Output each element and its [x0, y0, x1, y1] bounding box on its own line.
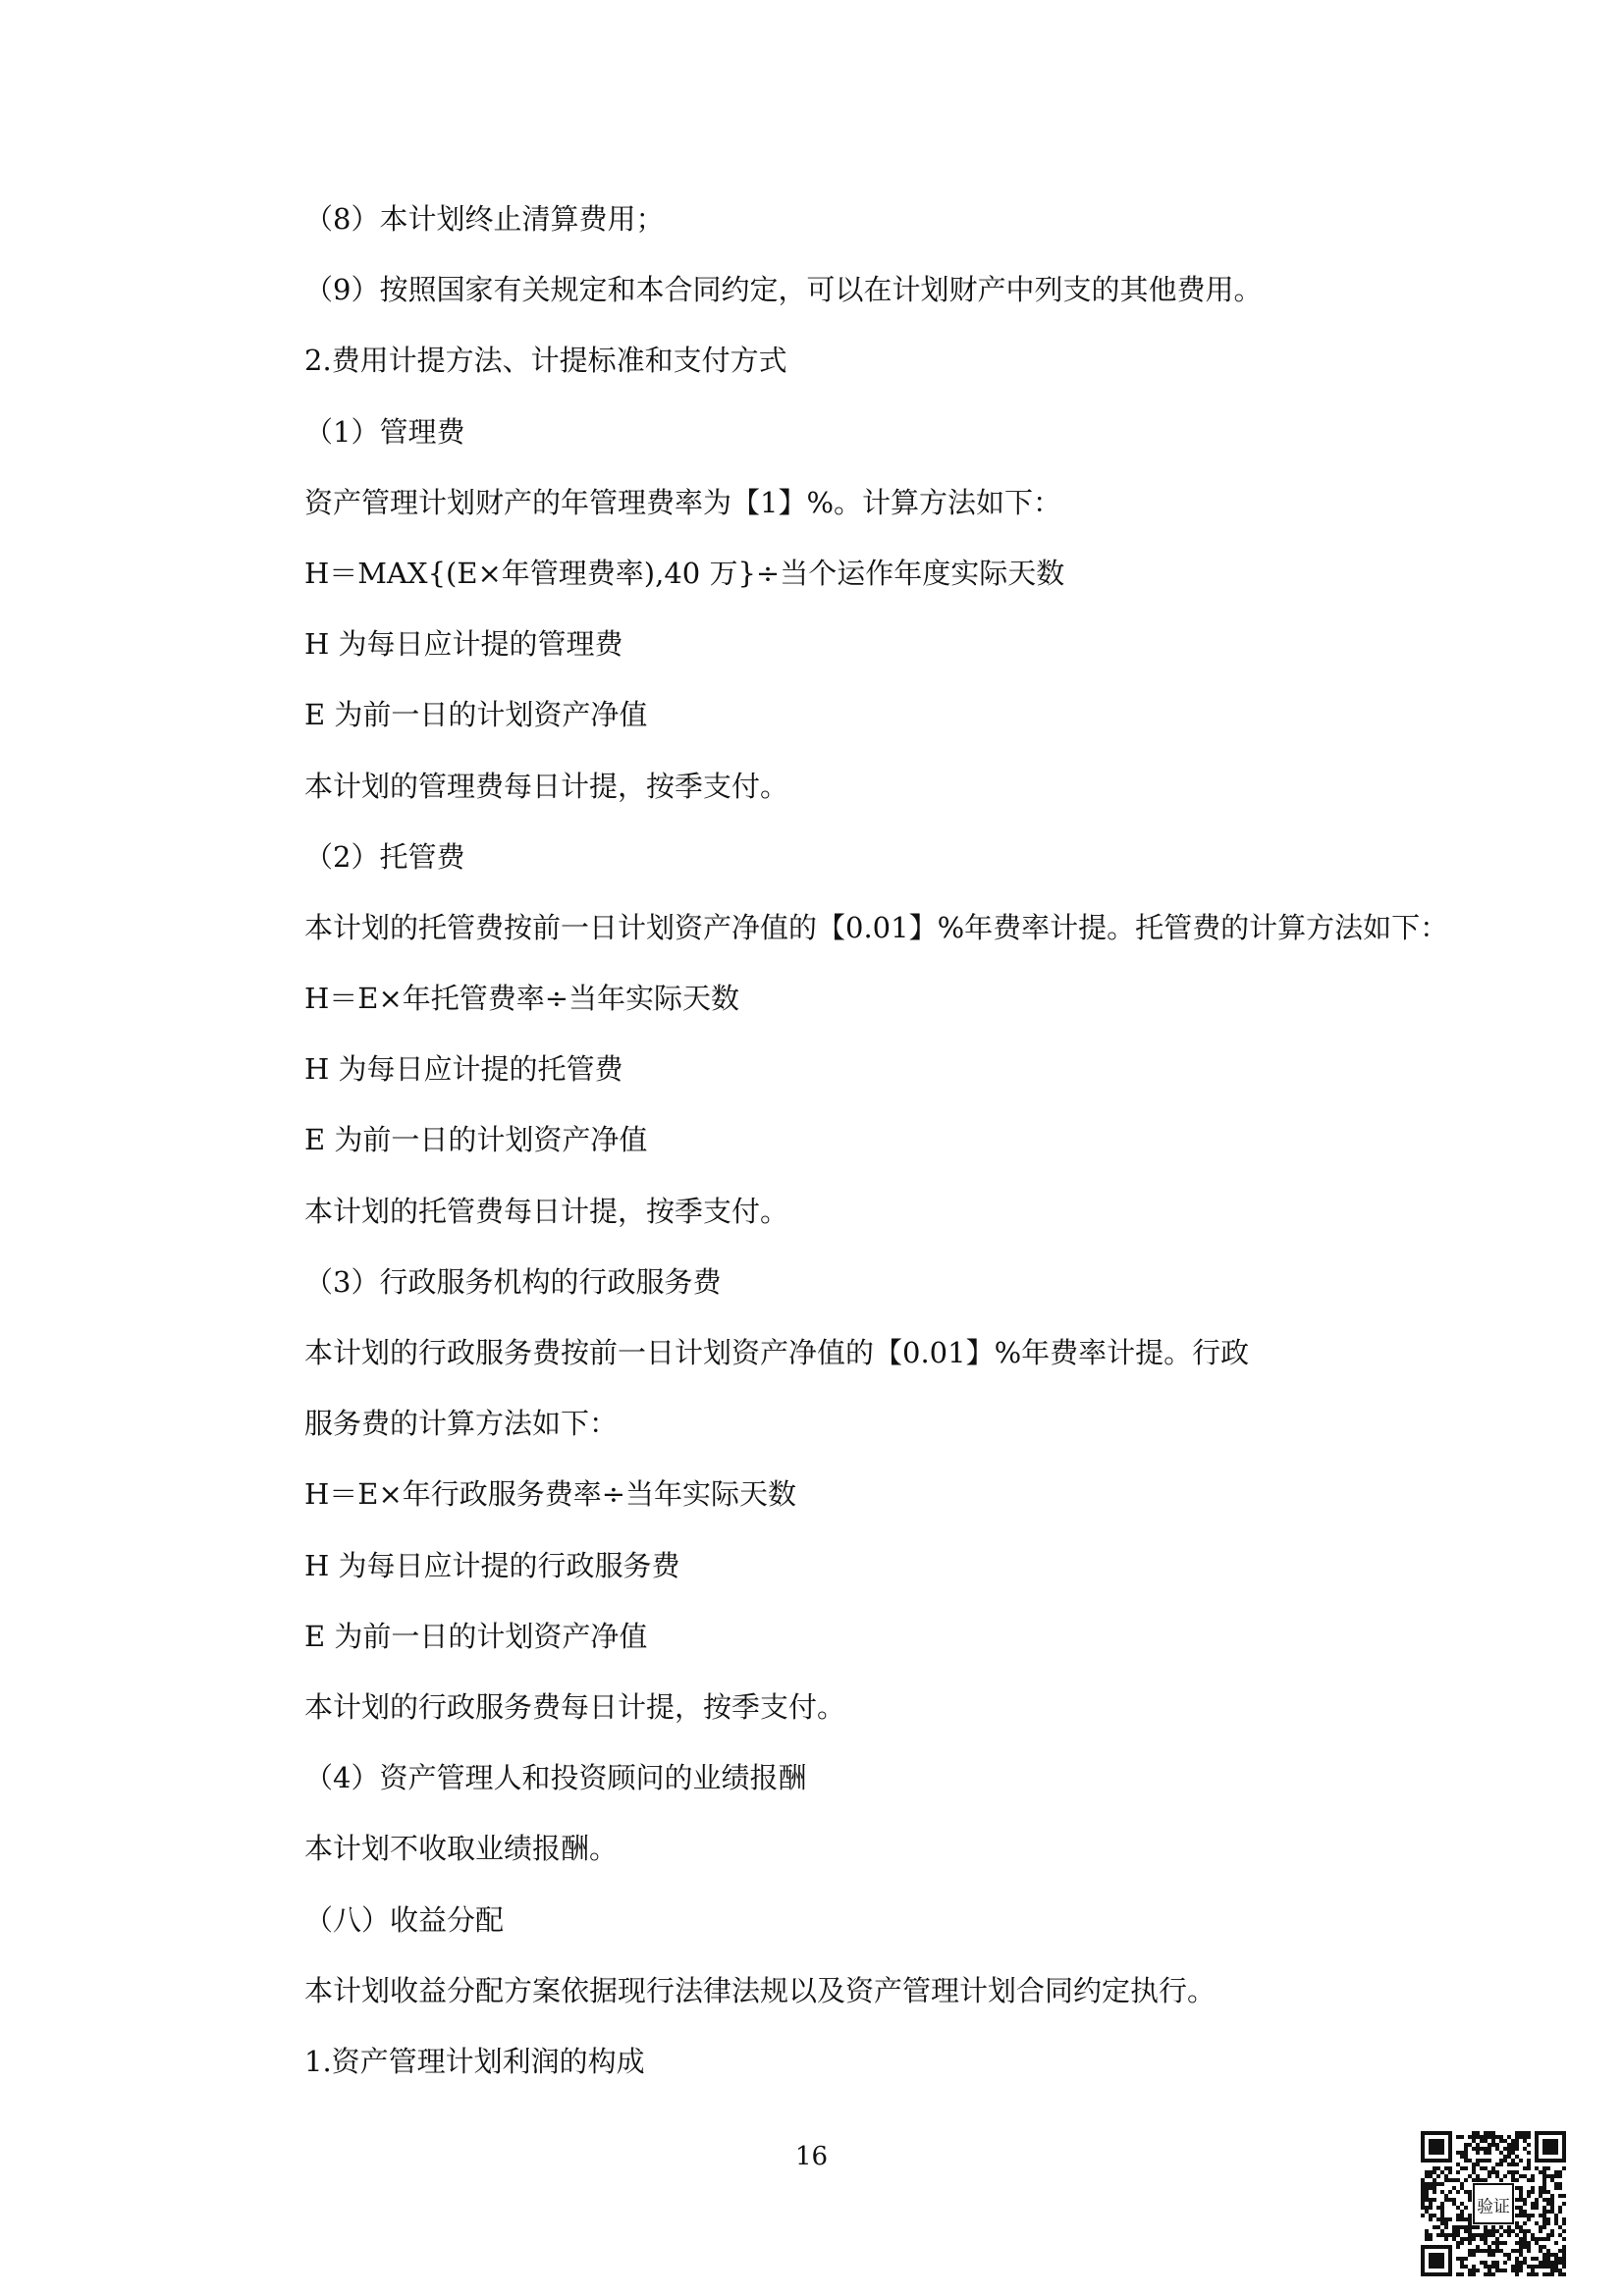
text-line-26: 本计划收益分配方案依据现行法律法规以及资产管理计划合同约定执行。 — [304, 1973, 1217, 2007]
text-line-12: H＝E×年托管费率÷当年实际天数 — [304, 982, 740, 1016]
qr-code-icon — [1421, 2131, 1566, 2276]
text-line-25: （八）收益分配 — [304, 1902, 505, 1937]
text-line-10: （2）托管费 — [304, 839, 465, 874]
text-line-18: 服务费的计算方法如下： — [304, 1407, 619, 1441]
text-line-21: E 为前一日的计划资产净值 — [304, 1619, 648, 1653]
text-line-14: E 为前一日的计划资产净值 — [304, 1123, 648, 1157]
text-line-1: （8）本计划终止清算费用； — [304, 202, 665, 236]
text-line-16: （3）行政服务机构的行政服务费 — [304, 1264, 722, 1299]
text-line-6: H＝MAX{(E×年管理费率),40 万}÷当个运作年度实际天数 — [304, 556, 1065, 590]
text-line-5: 资产管理计划财产的年管理费率为【1】%。计算方法如下： — [304, 485, 1062, 519]
text-line-13: H 为每日应计提的托管费 — [304, 1052, 623, 1087]
text-line-23: （4）资产管理人和投资顾问的业绩报酬 — [304, 1761, 807, 1795]
text-line-9: 本计划的管理费每日计提，按季支付。 — [304, 769, 789, 803]
text-line-2: （9）按照国家有关规定和本合同约定，可以在计划财产中列支的其他费用。 — [304, 273, 1263, 307]
text-line-3: 2.费用计提方法、计提标准和支付方式 — [304, 344, 787, 378]
page-number: 16 — [794, 2142, 829, 2171]
text-line-19: H＝E×年行政服务费率÷当年实际天数 — [304, 1477, 797, 1512]
qr-label: 验证 — [1477, 2196, 1510, 2216]
text-line-15: 本计划的托管费每日计提，按季支付。 — [304, 1194, 789, 1228]
text-line-20: H 为每日应计提的行政服务费 — [304, 1548, 680, 1582]
text-line-7: H 为每日应计提的管理费 — [304, 627, 623, 662]
text-line-11: 本计划的托管费按前一日计划资产净值的【0.01】%年费率计提。托管费的计算方法如下： — [304, 910, 1449, 944]
text-line-8: E 为前一日的计划资产净值 — [304, 698, 648, 732]
text-line-27: 1.资产管理计划利润的构成 — [304, 2044, 645, 2078]
text-line-17: 本计划的行政服务费按前一日计划资产净值的【0.01】%年费率计提。行政 — [304, 1336, 1250, 1369]
text-line-22: 本计划的行政服务费每日计提，按季支付。 — [304, 1689, 846, 1724]
document-body — [304, 200, 1463, 2113]
text-line-4: （1）管理费 — [304, 414, 465, 449]
text-line-24: 本计划不收取业绩报酬。 — [304, 1832, 619, 1866]
